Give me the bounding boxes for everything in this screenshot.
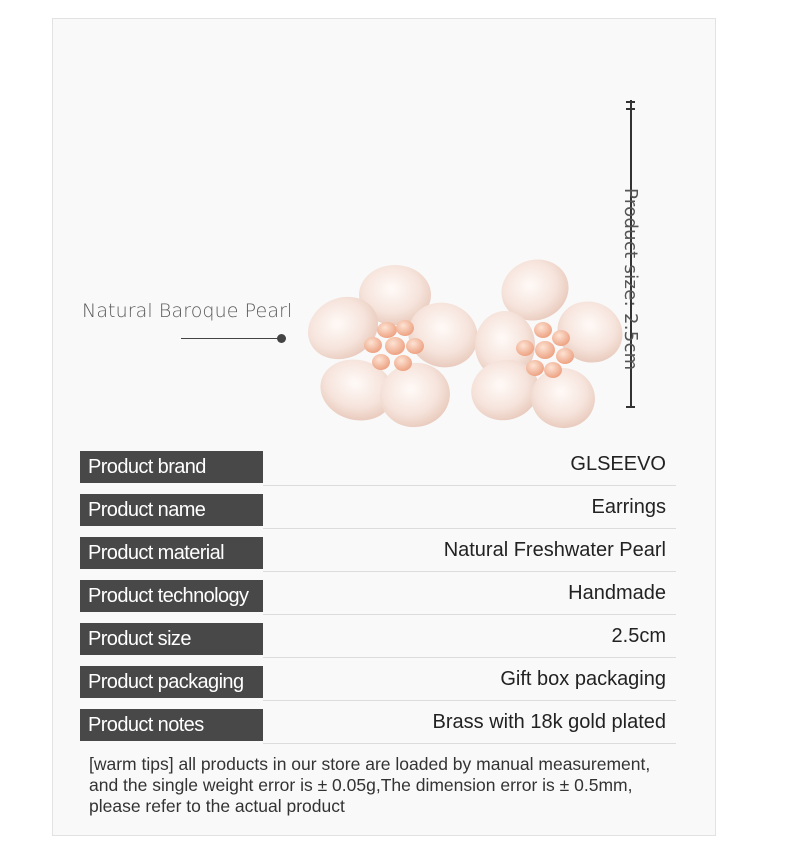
spec-value: GLSEEVO	[570, 453, 666, 475]
spec-row-size	[80, 615, 676, 658]
product-size-label: Product size: 2.5cm	[620, 188, 641, 371]
warm-tips-line: please refer to the actual product	[89, 796, 345, 816]
spec-label: Product material	[80, 537, 263, 569]
callout-dot	[277, 334, 286, 343]
spec-value: 2.5cm	[611, 625, 666, 647]
warm-tips-line: [warm tips] all products in our store are loaded by manual measurement,	[89, 754, 651, 774]
spec-row-technology	[80, 572, 676, 615]
spec-value: Brass with 18k gold plated	[432, 711, 666, 733]
spec-row-material	[80, 529, 676, 572]
spec-label: Product size	[80, 623, 263, 655]
spec-label: Product technology	[80, 580, 263, 612]
warm-tips	[89, 754, 689, 817]
spec-row-name	[80, 486, 676, 529]
left-flower-earring	[298, 265, 487, 433]
spec-value: Handmade	[568, 582, 666, 604]
spec-row-packaging	[80, 658, 676, 701]
earrings-image	[295, 250, 635, 445]
spec-label: Product packaging	[80, 666, 263, 698]
dimension-cap-top	[626, 101, 635, 103]
warm-tips-line: and the single weight error is ± 0.05g,The dimension error is ± 0.5mm,	[89, 775, 633, 795]
dimension-cap-top-2	[626, 108, 635, 110]
pearl-callout-label: Natural Baroque Pearl	[82, 300, 293, 322]
spec-label: Product notes	[80, 709, 263, 741]
spec-value: Natural Freshwater Pearl	[443, 539, 666, 561]
spec-value: Gift box packaging	[500, 668, 666, 690]
right-flower-earring	[464, 250, 632, 433]
spec-row-notes	[80, 701, 676, 744]
row-divider	[263, 743, 676, 744]
callout-line	[181, 338, 281, 339]
spec-value: Earrings	[591, 496, 666, 518]
spec-row-brand	[80, 443, 676, 486]
spec-label: Product brand	[80, 451, 263, 483]
spec-label: Product name	[80, 494, 263, 526]
